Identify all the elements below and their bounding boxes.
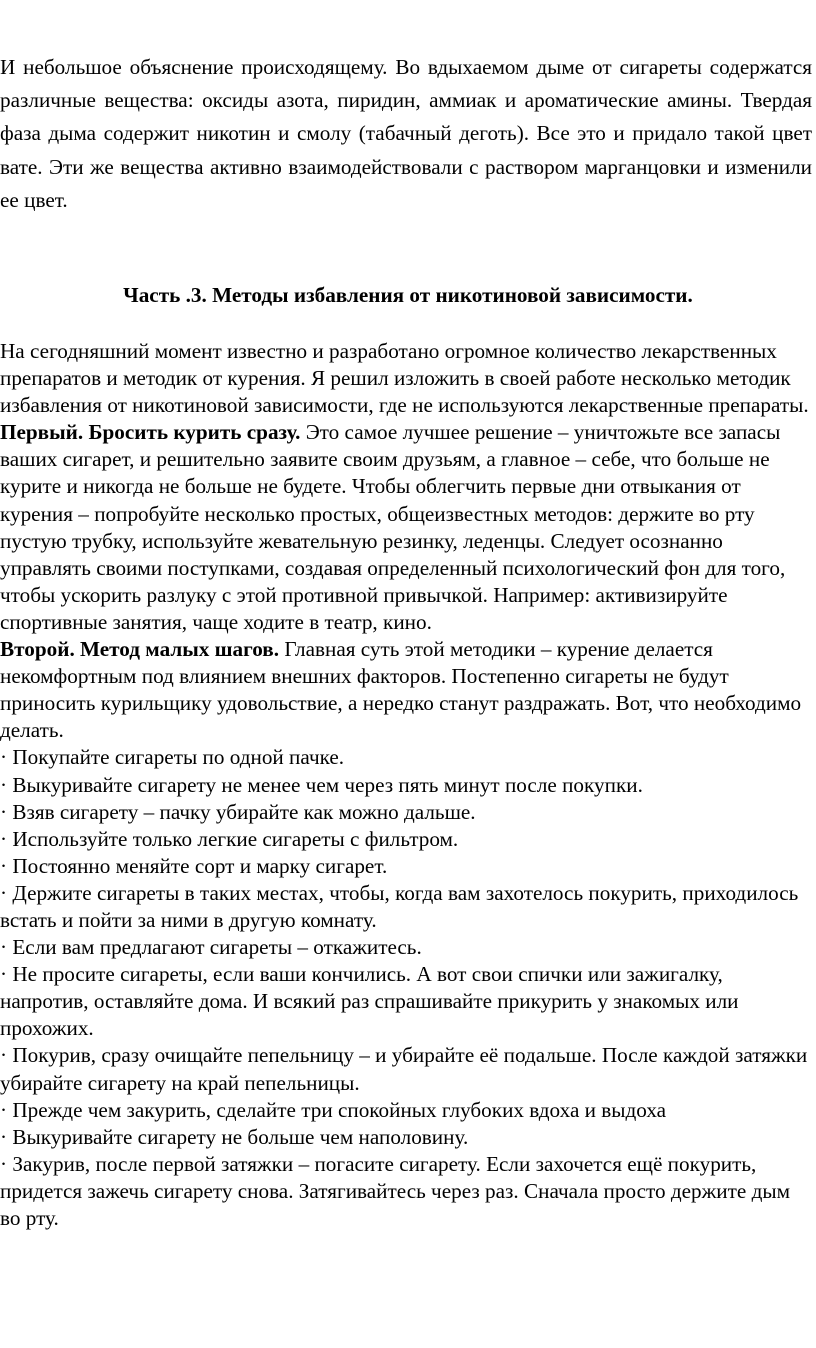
list-item: · Используйте только легкие сигареты с фильтром. <box>0 826 459 851</box>
list-item: · Не просите сигареты, если ваши кончились. А вот свои спички или зажигалку, напротив, оставляйте дома. И всякий раз спрашивайте прикурить у знакомых или прохожих. <box>0 962 739 1041</box>
method-1-paragraph <box>0 419 814 636</box>
list-item: · Прежде чем закурить, сделайте три спокойных глубоких вдоха и выдоха <box>0 1097 667 1122</box>
method-1-text: Это самое лучшее решение – уничтожьте все запасы ваших сигарет, и решительно заявите своим друзьям, а главное – себе, что больше не курите и никогда не больше не будете. Чтобы облегчить первые дни отвыкания от курения – попробуйте несколько простых, общеизвестных методов: держите во рту пустую трубку, используйте жевательную резинку, леденцы. Следует осознанно управлять своими поступками, создавая определенный психологический фон для того, чтобы ускорить разлуку с этой противной привычкой. Например: активизируйте спортивные занятия, чаще ходите в театр, кино. <box>0 420 786 634</box>
method-2-title: Второй. Метод малых шагов. <box>0 637 280 662</box>
list-item: · Если вам предлагают сигареты – откажитесь. <box>0 935 422 960</box>
list-item: · Выкуривайте сигарету не больше чем наполовину. <box>0 1124 469 1149</box>
list-item: · Закурив, после первой затяжки – погасите сигарету. Если захочется ещё покурить, придется зажечь сигарету снова. Затягивайтесь через раз. Сначала просто держите дым во рту. <box>0 1151 791 1230</box>
method-2-paragraph <box>0 636 814 744</box>
list-item: · Покупайте сигареты по одной пачке. <box>0 745 345 770</box>
list-item: · Выкуривайте сигарету не менее чем через пять минут после покупки. <box>0 772 643 797</box>
list-item: · Держите сигареты в таких местах, чтобы, когда вам захотелось покурить, приходилось встать и пойти за ними в другую комнату. <box>0 880 799 932</box>
method-2-text: Главная суть этой методики – курение делается некомфортным под влиянием внешних факторов. Постепенно сигареты не будут приносить курильщику удовольствие, а нередко станут раздражать. Вот, что необходимо делать. <box>0 637 802 743</box>
section-body <box>0 338 814 1232</box>
section-heading: Часть .3. Методы избавления от никотиновой зависимости. <box>123 283 693 307</box>
section-intro-paragraph: На сегодняшний момент известно и разработано огромное количество лекарственных препаратов и методик от курения. Я решил изложить в своей работе несколько методик избавления от никотиновой зависимости, где не используются лекарственные препараты. <box>0 339 809 418</box>
list-item: · Взяв сигарету – пачку убирайте как можно дальше. <box>0 799 476 824</box>
intro-paragraph: И небольшое объяснение происходящему. Во вдыхаемом дыме от сигареты содержатся различные вещества: оксиды азота, пиридин, аммиак и ароматические амины. Твердая фаза дыма содержит никотин и смолу (табачный деготь). Все это и придало такой цвет вате. Эти же вещества активно взаимодействовали с раствором марганцовки и изменили ее цвет. <box>0 55 812 212</box>
list-item: · Покурив, сразу очищайте пепельницу – и убирайте её подальше. После каждой затяжки убирайте сигарету на край пепельницы. <box>0 1043 808 1095</box>
method-1-title: Первый. Бросить курить сразу. <box>0 420 301 445</box>
list-item: · Постоянно меняйте сорт и марку сигарет. <box>0 853 388 878</box>
